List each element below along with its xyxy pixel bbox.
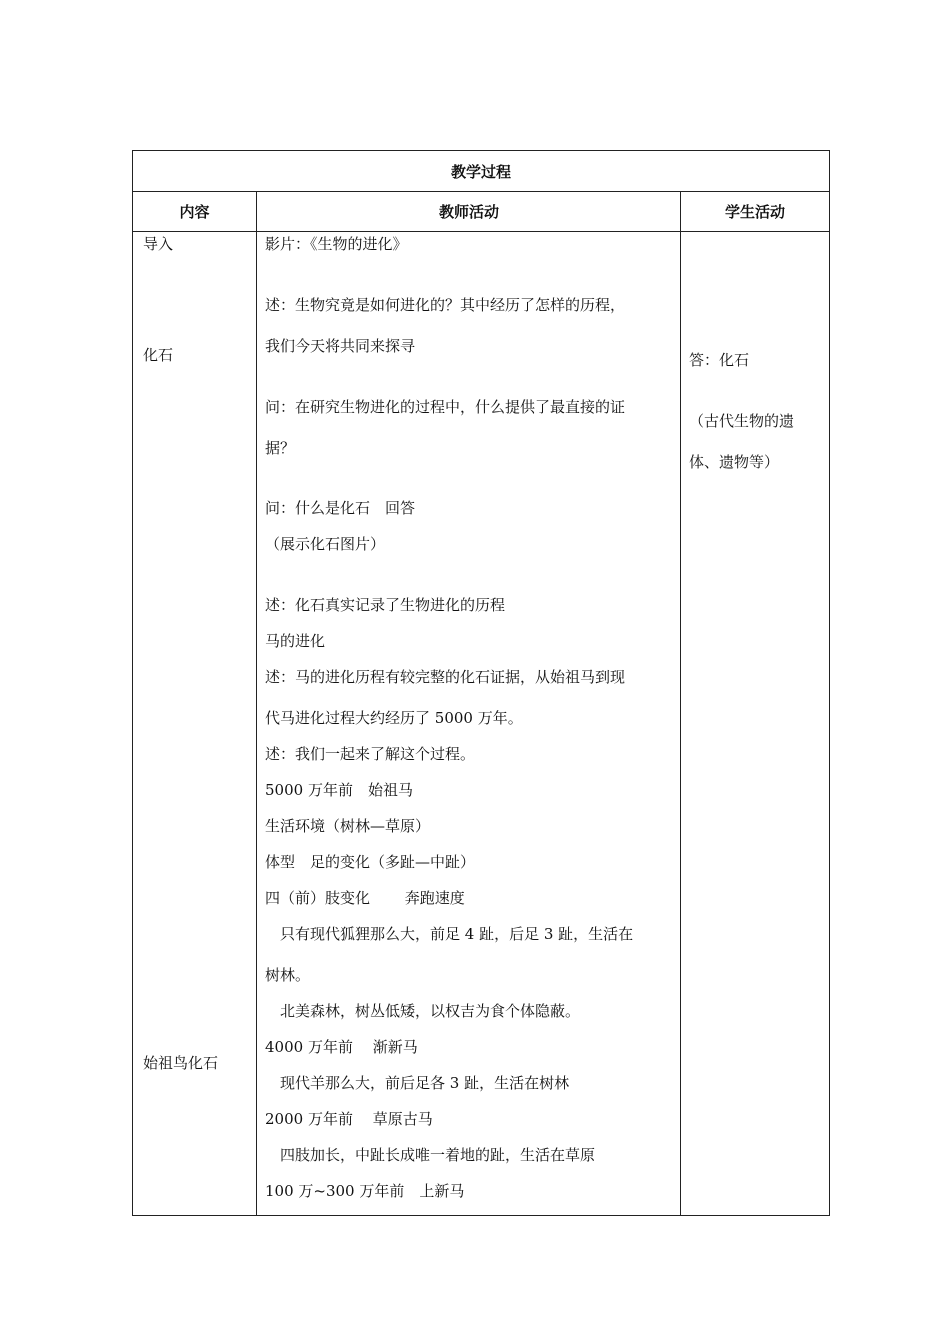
student-line: （古代生物的遗 (689, 412, 795, 430)
header-student-activity: 学生活动 (724, 203, 785, 221)
teacher-line: 树林。 (265, 966, 311, 984)
header-row (133, 192, 829, 232)
teacher-line: 据？ (265, 439, 296, 457)
teacher-line: （展示化石图片） (265, 535, 386, 553)
teacher-line: 述：化石真实记录了生物进化的历程 (265, 596, 506, 614)
content-item: 导入 (143, 235, 174, 253)
teacher-line: 述：马的进化历程有较完整的化石证据，从始祖马到现 (265, 668, 626, 686)
student-line: 体、遗物等） (689, 453, 780, 471)
teacher-line: 代马进化过程大约经历了 5000 万年。 (265, 709, 523, 727)
teacher-line: 影片：《生物的进化》 (265, 235, 408, 253)
student-line: 答：化石 (689, 351, 750, 369)
header-content: 内容 (179, 203, 210, 221)
teacher-line: 现代羊那么大，前后足各 3 趾，生活在树林 (265, 1074, 570, 1092)
teacher-line: 问：在研究生物进化的过程中，什么提供了最直接的证 (265, 398, 626, 416)
teacher-line: 4000 万年前 渐新马 (265, 1038, 418, 1056)
teacher-line: 述：我们一起来了解这个过程。 (265, 745, 476, 763)
content-item: 化石 (143, 346, 174, 364)
table-title: 教学过程 (133, 151, 829, 192)
teacher-line: 我们今天将共同来探寻 (265, 337, 416, 355)
header-teacher-activity: 教师活动 (438, 203, 499, 221)
teacher-line: 生活环境（树林—草原） (265, 817, 431, 835)
teacher-line: 2000 万年前 草原古马 (265, 1110, 433, 1128)
teacher-line: 只有现代狐狸那么大，前足 4 趾，后足 3 趾，生活在 (265, 925, 634, 943)
teacher-line: 北美森林，树丛低矮，以权吉为食个体隐蔽。 (265, 1002, 581, 1020)
teacher-line: 5000 万年前 始祖马 (265, 781, 413, 799)
teacher-line: 体型 足的变化（多趾—中趾） (265, 853, 476, 871)
column-divider (256, 192, 257, 1215)
teacher-line: 四肢加长，中趾长成唯一着地的趾，生活在草原 (265, 1146, 596, 1164)
teacher-line: 问：什么是化石 回答 (265, 499, 416, 517)
teacher-line: 四（前）肢变化 奔跑速度 (265, 889, 465, 907)
column-divider (680, 192, 681, 1215)
content-item: 始祖鸟化石 (143, 1054, 219, 1072)
teacher-line: 马的进化 (265, 632, 326, 650)
teacher-line: 述：生物究竟是如何进化的？其中经历了怎样的历程， (265, 296, 626, 314)
teacher-line: 100 万~300 万年前 上新马 (265, 1182, 465, 1200)
